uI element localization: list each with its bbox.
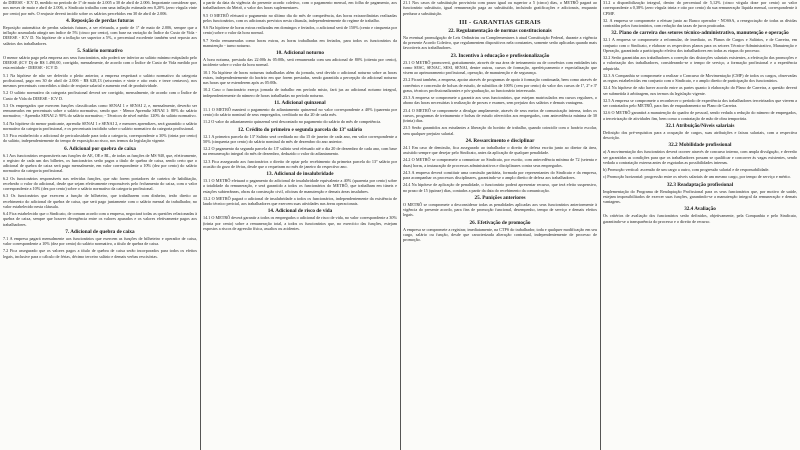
body-paragraph: 24.2 O METRÔ se compromete a comunicar ao Sindicato, por escrito, com antecedência mínima de 72 (setenta e duas) horas, a instauração de processos administrativos e disciplinares contra seus empregados. [403,157,597,168]
body-paragraph: A empresa se compromete a registrar, imediatamente, na CTPS do trabalhador, toda e qualquer modificação em seu cargo, salário ou função, desde que caracterizada alteração contratual, independentemente de processo de promoção. [403,226,597,242]
body-paragraph: 24.3 A empresa deverá constituir uma comissão paritária, formada por representantes do Sindicato e da empresa, para acompanhar os processos disciplinares, garantindo-se o amplo direito de defesa aos trabalhadores. [403,169,597,180]
body-paragraph: O METRÔ se compromete a desconsiderar todas as penalidades aplicadas aos seus funcionários anteriormente à vigência do presente acordo, para fins de promoção funcional, desempenho, tempo de serviço e demais efeitos legais. [403,201,597,218]
body-paragraph: Definição dos pré-requisitos para a ocupação de cargos, suas atribuições e faixas salariais, com a respectiva descrição. [603,129,797,140]
clause-heading: 24. Ressarcimento e disciplinar [465,137,535,144]
clause-heading: 32.2 Mobilidade profissional [668,142,732,149]
body-paragraph: 32.3 A Companhia se compromete a realizar o Concurso de Movimentação (CMF) de todos os cargos, observadas as regras estabelecidas em conjunto com o Sindicato, e o amplo direito de participação dos funcionários. [603,72,797,83]
body-paragraph: 23.3 A empresa se compromete a garantir aos seus funcionários, que estejam matriculados em cursos regulares, o abono das horas necessárias à realização de provas e exames, sem prejuízo dos salários e demais vantagens. [403,95,597,106]
body-paragraph: 5.3 Os empregados que exercem funções classificadas como SENAI 1 e SENAI 2, e, mensalmente, deverão ser remunerados em percentuais sobre o salário normativo, sendo que: - Menor Aprendiz SENAI 1: 80% do salário normativo; - Aprendiz SENAI 2: 90% do salário normativo; - Técnicos de nível médio: 120% do salário normativo. [3,102,197,119]
body-paragraph: 32.1 A empresa se compromete a reformular, de imediato, os Planos de Cargos e Salários, e de Carreira, em conjunto com o Sindicato, e elaborar os respectivos planos para os setores Técnico-Administrativo, Manutenção e Operação, garantindo a participação efetiva dos trabalhadores em todas as etapas do processo. [603,37,797,53]
section-title: III - GARANTIAS GERAIS [459,18,541,26]
body-paragraph: 6.4 Fica estabelecido que o Sindicato, de comum acordo com a empresa, negociará todas as questões relacionadas à quebra de caixa, sempre que houver divergência entre os valores apurados e os valores efetivamente pagos aos trabalhadores. [3,211,197,227]
clause-heading: 13. Adicional de insalubridade [266,171,334,177]
body-paragraph: 23.5 Serão garantidos aos estudantes a liberação do horário de trabalho, quando coincidir com o horário escolar, sem qualquer prejuízo salarial. [403,125,597,136]
body-paragraph: 24.1 Em caso de demissão, fica assegurado ao trabalhador o direito de defesa escrita junto ao diretor da área, assistido sempre que desejar pelo Sindicato, antes da aplicação de qualquer penalidade. [403,144,597,155]
clause-heading: 32.4 Avaliação [684,206,716,213]
body-paragraph: 23.1 O METRÔ promoverá, gratuitamente, através de sua área de treinamento ou de convênios com entidades tais como SESC, SENAC, SESI, SENAI, dentre outras, cursos de formação, aperfeiçoamento e especialização que visem ao aprimoramento profissional, operação, de manutenção e de segurança. [403,59,597,75]
body-paragraph: 13.1 O METRÔ efetuará o pagamento do adicional de insalubridade equivalente a 40% (quarenta por cento) sobre a totalidade da remuneração, e será garantido a todos os funcionários do METRÔ, que trabalham em túneis e estações subterrâneas, obras da construção civil, oficinas de manutenção e demais áreas insalubres. [203,178,397,194]
body-paragraph: 5.1 Na hipótese de não ser deferido o pleito anterior, a empresa respeitará o salário normativo da categoria profissional, pago em 30 de abril de 2.006 - R$ 628,13 (seiscentos e vinte e oito reais e treze centavos), nos mesmos percentuais concedidos a título de reajuste salarial e aumento real de produtividade. [3,72,197,88]
body-paragraph: 12.3 Fica assegurado aos funcionários o direito de optar pelo recebimento da primeira parcela do 13º salário por ocasião do gozo de férias, desde que o requeiram no mês de janeiro do respectivo ano. [203,158,397,169]
clause-heading: 10. Adicional noturno [276,50,324,56]
body-paragraph: 5.2 O salário normativo da categoria profissional deverá ser corrigido, mensalmente, de acordo com o Índice de Custo de Vida do DIEESE - ICV D. [3,90,197,101]
clause-heading: 6. Adicional por quebra de caixa [64,145,136,152]
body-paragraph: 12.2 O pagamento da segunda parcela do 13º salário será efetuado até o dia 20 de dezembro de cada ano, com base na remuneração integral do mês de dezembro, deduzido o valor do adiantamento. [203,146,397,157]
body-paragraph: 9.6 Na hipótese de horas extras realizadas em domingos e feriados, o adicional será de 150% (cento e cinquenta por cento) sobre o valor da hora normal. [203,25,397,36]
body-paragraph: A hora noturna, prestada das 22:00h às 05:00h, será remunerada com um adicional de 80% (oitenta por cento), incidente sobre o valor da hora normal. [203,57,397,68]
body-paragraph: O menor salário pago pela empresa aos seus funcionários, não poderá ser inferior ao salário mínimo estipulado pelo DIEESE (ICV D) de R$ 1.490,00, corrigido, mensalmente, de acordo com o Índice de Custo de Vida medido por esta entidade - DIEESE - ICV D. [3,54,197,71]
body-paragraph: 14.1 O METRÔ deverá garantir a todos os empregados o adicional de risco de vida, no valor correspondente a 30% (trinta por cento) sobre a remuneração total, a todos os funcionários que, no exercício das funções, estejam expostos a riscos de agressão física, assaltos ou acidentes. [203,215,397,231]
clause-heading: 32.3 Readaptação profissional [666,181,734,188]
text-column-2 [200,0,400,450]
body-paragraph: 11.1 O METRÔ manterá o pagamento do adiantamento quinzenal no valor correspondente a 40% (quarenta por cento) do salário nominal de seus empregados, creditado no dia 20 de cada mês. [203,106,397,117]
body-paragraph: 10.2 Caso o funcionário exerça jornada de trabalho em período misto, fará jus ao adicional noturno integral, independentemente do número de horas trabalhadas no período noturno. [203,87,397,98]
body-paragraph: 11.2 O valor do adiantamento quinzenal será descontado no pagamento do salário do mês de competência. [203,119,382,125]
body-paragraph: 10.1 Na hipótese de horas noturnas trabalhadas além da jornada, será devido o adicional noturno sobre as horas extras, independentemente do horário em que forem prestadas, sendo garantida a percepção do adicional noturno nas horas que se estenderem após as 05:00h. [203,69,397,85]
body-paragraph: 6.3 Os funcionários que exercem a função de bilheteiro, que trabalharem com dinheiro, terão direito ao recebimento do adicional de quebra de caixa, que será pago juntamente com o salário mensal do trabalhador, no valor estabelecido nesta cláusula. [3,193,197,209]
body-paragraph: 5.4 Na hipótese do menor praticante, aprendiz SENAI 1 e SENAI 2, e menores aprendizes, será garantido o salário normativo da categoria profissional, e os percentuais incidirão sobre o salário normativo da categoria profissional. [3,120,197,131]
body-paragraph: 32.6 O METRÔ garantirá a manutenção do quadro de pessoal, sendo vedada a redução do número de empregados, a terceirização de atividades fim, bem como a contratação de mão de obra temporária. [603,110,797,121]
body-paragraph: 9.5 O METRÔ efetuará o pagamento no último dia do mês de competência, das horas extraordinárias realizadas pelos funcionários, com os adicionais previstos nesta cláusula, independentemente do regime de trabalho. [203,12,397,23]
clause-heading: 26. Efetivação de promoção [469,219,531,226]
text-column-1 [0,0,200,450]
clause-heading: 25. Punições anteriores [474,194,526,201]
clause-heading: 11. Adicional quinzenal [274,99,326,106]
body-paragraph: b) Promoção vertical: ascensão de um cargo a outro, com progressão salarial e de responsabilidade. [603,167,770,172]
clause-heading: 4. Reposição de perdas futuras [66,17,134,24]
body-paragraph: 5.5 Fica estabelecido o adicional de periculosidade para toda a categoria, correspondente a 30% (trinta por cento) do salário, independentemente do tempo de exposição ao risco, nos termos da legislação vigente. [3,133,197,144]
body-paragraph: c) Promoção horizontal: progressão entre os níveis salariais de um mesmo cargo, por tempo de serviço e mérito. [603,174,791,180]
body-paragraph: a partir da data da vigência do presente acordo coletivo, com o pagamento mensal, em folha de pagamento, aos trabalhadores do Metrô, o valor dos horas suplementares. [203,0,397,11]
clause-heading: 12. Crédito do primeiro e segunda parcela do 13º salário [237,126,363,133]
body-paragraph: 6.1 Aos funcionários responsáveis nas funções de AE, OE e BL, de todas as funções de MS 940, que, efetivamente, o registro de cada um dos bilhetes, os funcionários serão pagos a título de quebra de caixa, sendo certo que o adicional de quebra de caixa será pago mensalmente, em valor correspondente a 10% (dez por cento) do salário normativo da categoria profissional. [3,152,197,174]
body-paragraph: 7.1 A empresa pagará mensalmente aos funcionários que exercem as funções de bilheteiro e operador de caixa, valor correspondente a 10% (dez por cento) do salário normativo, a título de quebra de caixa. [3,235,197,246]
body-paragraph: Reposição automática de perdas salariais futuras, a ser efetuada, a partir de 1º de maio de 2.006, sempre que a inflação acumulada atingir um índice de 5% (cinco por cento), com base na variação do Índice do Custo de Vida - DIEESE - ICV D. Na hipótese de a inflação ser superior a 5%, o percentual excedente também será reposto aos salários dos trabalhadores. [3,24,197,46]
body-paragraph: a) A movimentação dos funcionários deverá ocorrer através de concurso interno, com ampla divulgação, e deverão ser garantidas as condições para que os trabalhadores possam se qualificar e concorrer às vagas existentes, sendo vedada a contratação externa antes de esgotadas as possibilidades internas. [603,149,797,165]
text-column-4 [600,0,800,450]
body-paragraph: 13.2 O METRÔ pagará o adicional de insalubridade a todos os funcionários, independentemente da existência de laudo técnico pericial, aos trabalhadores que exercem suas atividades nas áreas operacionais. [203,195,397,206]
body-paragraph: 9.7 Serão remuneradas como horas extras, as horas trabalhadas em feriados, para todos os funcionários da manutenção - turno noturno. [203,37,397,48]
clause-heading: 32. Plano de carreira dos setores técnico-administrativo, manutenção e operação [611,30,789,37]
body-paragraph: 23.2 Ficará também, a empresa, apoiar através de programas de apoio à formação continuada, bem como através de convênios e concessão de bolsas de estudo, de subsídios de 100% (cem por cento) do valor dos cursos de 1º, 2º e 3º graus, técnicos profissionalizantes e pós-graduação, ao funcionário interessado. [403,77,597,93]
body-paragraph: 32. A empresa se compromete a efetuar junto ao Banco operador - NOSSA, a renegociação de todas as dívidas contraídas pelos funcionários, com redução das taxas de juros praticadas. [603,17,797,28]
body-paragraph: 23.4 O METRÔ se compromete a divulgar amplamente, através de seus meios de comunicação interna, todos os cursos, programas de treinamento e bolsas de estudo oferecidos aos empregados, com antecedência mínima de 30 (trinta) dias. [403,107,597,123]
text-column-3 [400,0,600,450]
body-paragraph: 32.4 Na hipótese de não haver acordo entre as partes quanto à elaboração do Plano de Carreira, a questão deverá ser submetida à arbitragem, nos termos da legislação vigente. [603,85,797,96]
body-paragraph: 24.4 Na hipótese de aplicação de penalidade, o funcionário poderá apresentar recurso, que terá efeito suspensivo, no prazo de 15 (quinze) dias, contados a partir da data do recebimento da comunicação. [403,182,597,193]
body-paragraph: 6.2 Os funcionários responsáveis nas referidas funções, que não forem portadores de carteira de habilitação, receberão o valor do adicional, desde que sejam efetivamente responsáveis pelo fechamento do caixa, com o valor correspondente a 10% (dez por cento) sobre o salário normativo da categoria profissional. [3,175,197,191]
body-paragraph: 32.5 A empresa se compromete a reconhecer o período de experiência dos trabalhadores terceirizados que vierem a ser contratados pelo METRÔ, para fins de enquadramento no Plano de Carreira. [603,97,797,108]
body-paragraph: 12.1 A primeira parcela do 13º Salário será creditada no dia 15 de janeiro de cada ano, em valor correspondente a 50% (cinquenta por cento) do salário nominal do mês de dezembro do ano anterior. [203,133,397,144]
body-paragraph: do DIEESE - ICV D, medido no período de 1º de maio de 2.005 a 30 de abril de 2.006. Importante considerar que, nos meses de maio e abril de 2.006, o Sindicato trabalha com uma inflação estimada em 0,20% (zero vírgula vinte por cento) por mês. O reajuste deverá incidir sobre os salários percebidos em 30 de abril de 2.006. [3,0,197,16]
clause-heading: 5. Salário normativo [77,47,123,54]
clause-heading: 23. Incentivo à educação e profissionalização [450,52,550,59]
body-paragraph: Implementação do Programa de Readaptação Profissional para os seus funcionários que, por motivo de saúde, estejam impossibilitados de exercer suas funções, garantindo-se a manutenção integral da remuneração e demais vantagens. [603,188,797,204]
body-paragraph: 31.2 a disponibilização integral, dentro do percentual de 5,12% (cinco vírgula doze por cento) ao valor correspondente a 0,38% (zero vírgula trinta e oito por cento) da sua remuneração líquida mensal, correspondente à CPMF. [603,0,797,16]
body-paragraph: 7.2 Fica assegurado que os valores pagos a título de quebra de caixa serão incorporados para todos os efeitos legais, inclusive para o cálculo de férias, décimo terceiro salário e demais verbas rescisórias. [3,248,197,259]
body-paragraph: Na eventual promulgação de Leis Ordinárias ou Complementares à atual Constituição Federal, durante a vigência do presente Acordo Coletivo, que regulamentem dispositivos nela constantes, somente serão aplicadas quando mais favoráveis aos trabalhadores. [403,34,597,51]
clause-heading: 32.1 Atribuição/Níveis salariais [665,122,735,129]
body-paragraph: 21.1 Nos casos de substituição provisória com prazo igual ou superior a 5 (cinco) dias, o METRÔ pagará ao funcionário substituto, igual remuneração paga ao substituído, incluindo gratificações e adicionais, enquanto perdurar a substituição. [403,0,597,16]
clause-heading: 14. Adicional de risco de vida [267,208,333,215]
body-paragraph: Os critérios de avaliação dos funcionários serão definidos, objetivamente, pela Companhia e pelo Sindicato, garantindo-se a transparência do processo e o direito de recurso. [603,213,797,224]
body-paragraph: 32.2 Serão garantidas aos trabalhadores a correção das distorções salariais existentes, a efetivação das promoções e a valorização dos trabalhadores, considerando-se o tempo de serviço, a formação profissional e a experiência adquirida. [603,55,797,71]
clause-heading: 22. Regulamentação de normas constitucionais [448,27,552,34]
clause-heading: 7. Adicional de quebra de caixa [65,228,135,235]
